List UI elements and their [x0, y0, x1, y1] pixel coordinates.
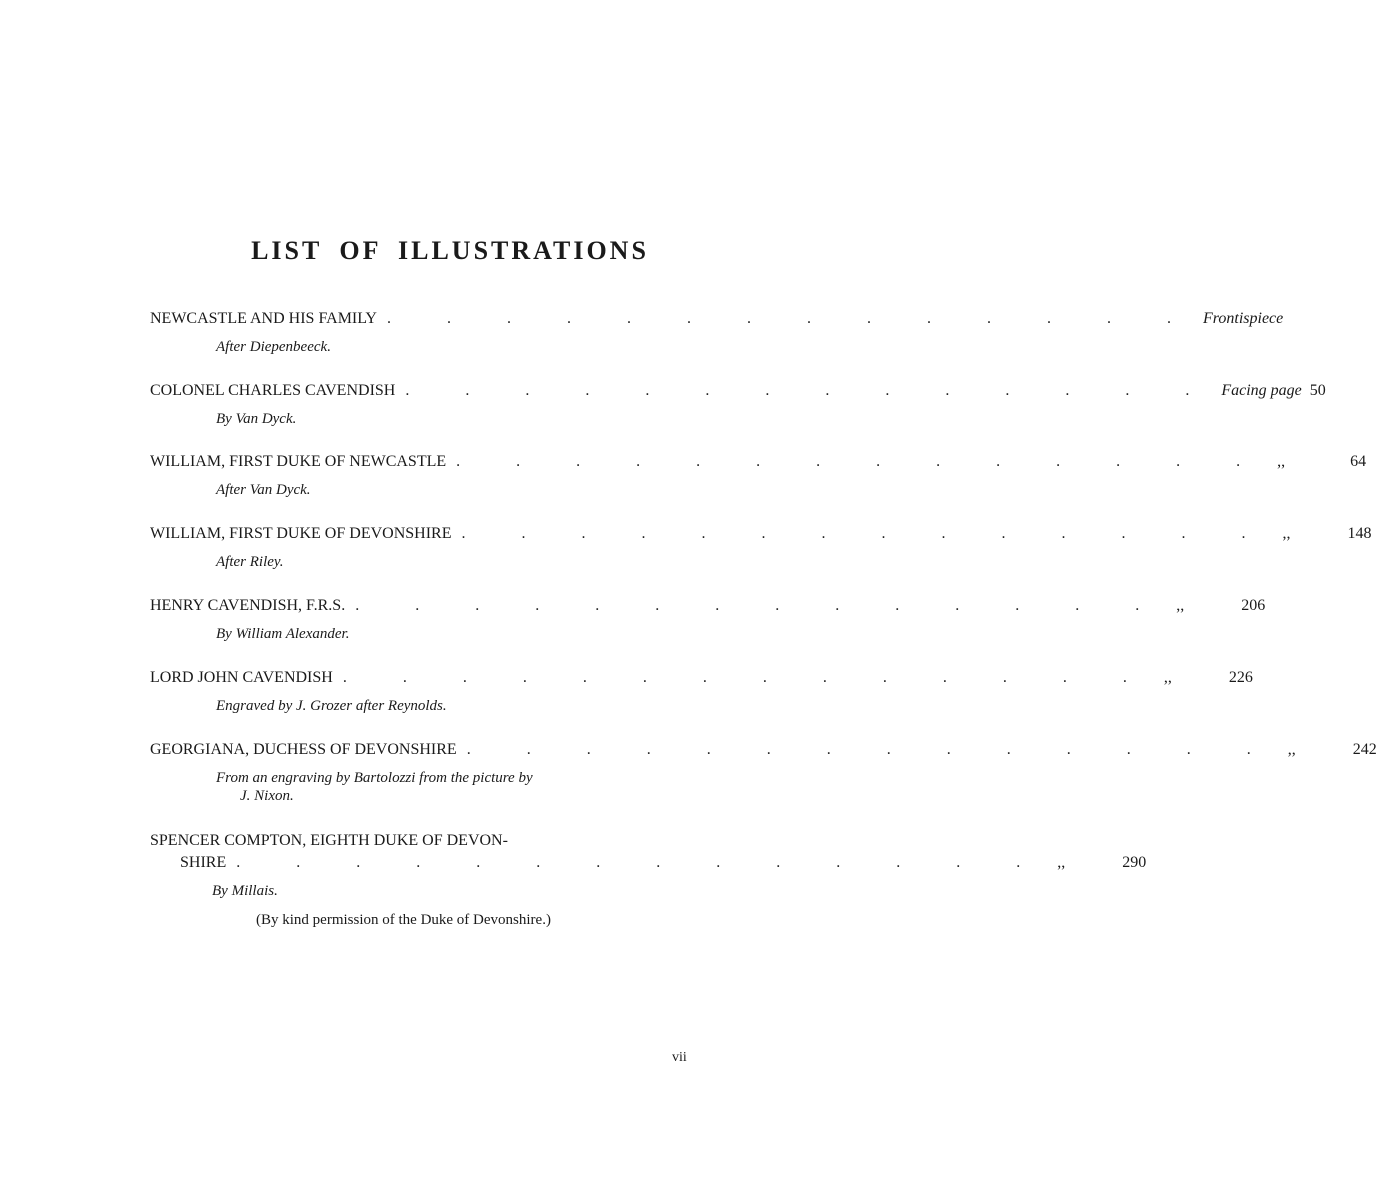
entry-title: HENRY CAVENDISH, F.R.S.: [150, 597, 346, 614]
leader-dots: . . . . . . . . . . . . . .: [461, 525, 1272, 542]
leader-dots: . . . . . . . . . . . . . .: [386, 310, 1197, 327]
entry-title: NEWCASTLE AND HIS FAMILY: [150, 310, 377, 327]
entry-page-number: 226: [1228, 669, 1253, 686]
entry-title: WILLIAM, FIRST DUKE OF NEWCASTLE: [150, 453, 447, 470]
entry-page-number: 148: [1347, 525, 1372, 542]
leader-dots: . . . . . . . . . . . . . .: [405, 382, 1216, 399]
illustration-entry: [150, 525, 1372, 571]
leader-dots: . . . . . . . . . . . . . .: [456, 453, 1267, 470]
ditto-mark: ,,: [1163, 669, 1172, 686]
entry-title: SHIRE: [180, 854, 227, 871]
entry-page-number: 290: [1122, 854, 1147, 871]
entry-title: COLONEL CHARLES CAVENDISH: [150, 382, 396, 399]
ditto-mark: ,,: [1287, 741, 1296, 758]
entry-title-line1: SPENCER COMPTON, EIGHTH DUKE OF DEVON-: [150, 832, 508, 849]
entry-credit: After Riley.: [216, 554, 284, 570]
page-folio: vii: [672, 1050, 687, 1065]
entry-title: LORD JOHN CAVENDISH: [150, 669, 333, 686]
ditto-mark: ,,: [1277, 453, 1286, 470]
illustration-entry: [150, 382, 1326, 428]
entry-credit: By William Alexander.: [216, 626, 350, 642]
entry-page-number: 206: [1241, 597, 1266, 614]
illustration-entry: [150, 453, 1367, 499]
illustration-entry: [150, 310, 1284, 356]
entry-credit: By Van Dyck.: [216, 411, 297, 427]
ditto-mark: ,,: [1057, 854, 1066, 871]
entry-credit-continuation: J. Nixon.: [240, 788, 294, 804]
ditto-mark: ,,: [1282, 525, 1291, 542]
entry-reference: Facing page: [1221, 382, 1302, 399]
entry-credit: By Millais.: [212, 883, 278, 899]
entry-title: WILLIAM, FIRST DUKE OF DEVONSHIRE: [150, 525, 452, 542]
entry-credit: Engraved by J. Grozer after Reynolds.: [216, 698, 447, 714]
leader-dots: . . . . . . . . . . . . . .: [466, 741, 1277, 758]
entry-page-number: 64: [1350, 453, 1367, 470]
entry-credit: [150, 769, 745, 805]
entry-title: GEORGIANA, DUCHESS OF DEVONSHIRE: [150, 741, 457, 758]
leader-dots: . . . . . . . . . . . . . .: [236, 854, 1047, 871]
ditto-mark: ,,: [1176, 597, 1185, 614]
leader-dots: . . . . . . . . . . . . . .: [342, 669, 1153, 686]
entry-credit: After Diepenbeeck.: [216, 339, 331, 355]
illustration-entry: [150, 832, 1147, 900]
entry-reference: Frontispiece: [1202, 310, 1284, 327]
entry-page-number: 242: [1352, 741, 1377, 758]
illustration-entry: [150, 741, 1377, 805]
entry-page-number: 50: [1309, 382, 1326, 399]
page-heading: LIST OF ILLUSTRATIONS: [251, 236, 649, 265]
illustration-entry: [150, 597, 1266, 643]
permission-note: (By kind permission of the Duke of Devonshire.): [256, 912, 551, 928]
entry-credit: After Van Dyck.: [216, 482, 311, 498]
entry-credit-line: From an engraving by Bartolozzi from the picture by: [216, 770, 533, 786]
leader-dots: . . . . . . . . . . . . . .: [355, 597, 1166, 614]
illustration-entry: [150, 669, 1253, 715]
